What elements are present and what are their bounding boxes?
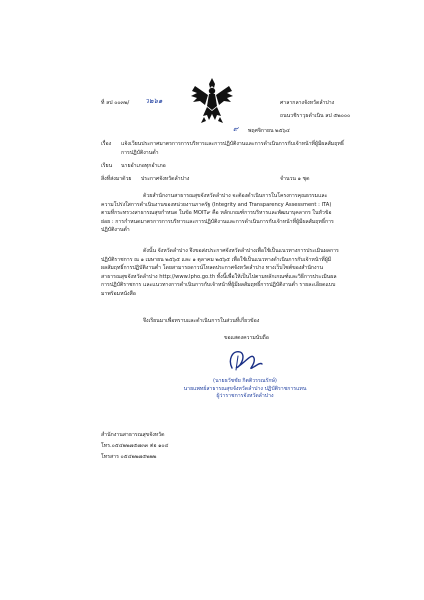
subject-label: เรื่อง [101, 141, 112, 147]
agency-name: ศาลากลางจังหวัดลำปาง [280, 100, 335, 106]
para2-line: ปฏิบัติราชการ ณ ๑ เมษายน ๒๕๖๕ และ ๑ ตุลาคม ๒๕๖๕ เพื่อใช้เป็นแนวทางดำเนินการกับเจ้าหน้าที่ผู้มี [101, 256, 332, 263]
para1-line: ย่อย : การกำหนดมาตรการการบริหารและการปฏิบัติงานและการดำเนินการกับเจ้าหน้าที่ผู้มีผลสัมฤทธิ์การ [101, 218, 334, 225]
signer-name: (นายธวัชชัย กิตติวรรณรักษ์) [213, 378, 277, 384]
para2-line: สาธารณสุขจังหวัดลำปาง http://www.lpho.go.th ทั้งนี้เพื่อให้เป็นไปตามหลักเกณฑ์และวิธีการประเมินผล [101, 273, 337, 280]
ref-no-handwritten: ว๒๖๑ [145, 97, 163, 105]
footer-phone: โทร.๐๕๔๒๒๗๕๗๓๓ ต่อ ๑๐๔ [101, 443, 169, 449]
para1-line: ตามที่กระทรวงสาธารณสุขกำหนด ในข้อ MOIT๙ คือ หลักเกณฑ์การบริหารและพัฒนาบุคลากร ในหัวข้อ [101, 210, 332, 217]
para2-line: มาพร้อมหนังสือ [101, 290, 136, 297]
closing-request: จึงเรียนมาเพื่อทราบและดำเนินการในส่วนที่เกี่ยวข้อง [143, 318, 260, 324]
signature-icon [222, 346, 268, 374]
subject-line-2: การปฏิบัติงานต่ำ [121, 150, 159, 156]
footer-fax: โทรสาร ๐๕๔๒๒๗๕๒๒๒ [101, 454, 157, 460]
to-value: นายอำเภอทุกอำเภอ [121, 163, 166, 169]
attachment-label: สิ่งที่ส่งมาด้วย [101, 176, 132, 182]
to-label: เรียน [101, 163, 113, 169]
date-day: ๙ [233, 125, 239, 133]
signer-position-2: ผู้ว่าราชการจังหวัดลำปาง [216, 393, 274, 399]
body-paragraph-1 [101, 192, 401, 235]
signer-position-1: นายแพทย์สาธารณสุขจังหวัดลำปาง ปฏิบัติราชการแทน [183, 385, 307, 392]
body-paragraph-2 [101, 247, 401, 299]
subject-line-1: แจ้งเวียนประกาศมาตรการการบริหารและการปฏิบัติงานและการดำเนินการกับเจ้าหน้าที่ผู้มีผลสัมฤทธิ์ [121, 141, 344, 147]
attachment-count: จำนวน ๑ ชุด [280, 176, 310, 182]
para1-line: ความโปร่งใสการดำเนินงานของหน่วยงานภาครัฐ (Integrity and Transparency Assessment : ITA) [101, 201, 332, 208]
para2-line: ดังนั้น จังหวัดลำปาง จึงขอส่งประกาศจังหวัดลำปางเพื่อใช้เป็นแนวทางการประเมินผลการ [143, 248, 339, 254]
signer-block [170, 378, 320, 401]
footer-office: สำนักงานสาธารณสุขจังหวัด [101, 432, 165, 438]
ref-no-label: ที่ ลป ๐๐๓๒/ [101, 100, 130, 106]
para2-line: ผลสัมฤทธิ์การปฏิบัติงานต่ำ โดยสามารถดาวน์โหลดประกาศจังหวัดลำปาง ทางเว็บไซต์ของสำนักงาน [101, 265, 324, 272]
garuda-emblem-icon [189, 76, 235, 126]
closing-regards: ขอแสดงความนับถือ [224, 335, 269, 341]
para1-line: ด้วยสำนักงานสาธารณสุขจังหวัดลำปาง จะต้องดำเนินการในโครงการคุณธรรมและ [143, 193, 328, 199]
attachment-value: ประกาศจังหวัดลำปาง [141, 176, 190, 182]
date-month-year: พฤศจิกายน ๒๕๖๔ [248, 128, 290, 134]
agency-address: ถนนวชิราวุธดำเนิน ลป ๕๒๐๐๐ [280, 113, 351, 119]
para1-line: ปฏิบัติงานต่ำ [101, 227, 130, 234]
para2-line: การปฏิบัติราชการ และแนวทางการดำเนินการกับเจ้าหน้าที่ผู้มีผลสัมฤทธิ์การปฏิบัติงานต่ำ รายละเอียดแบบ [101, 282, 336, 289]
